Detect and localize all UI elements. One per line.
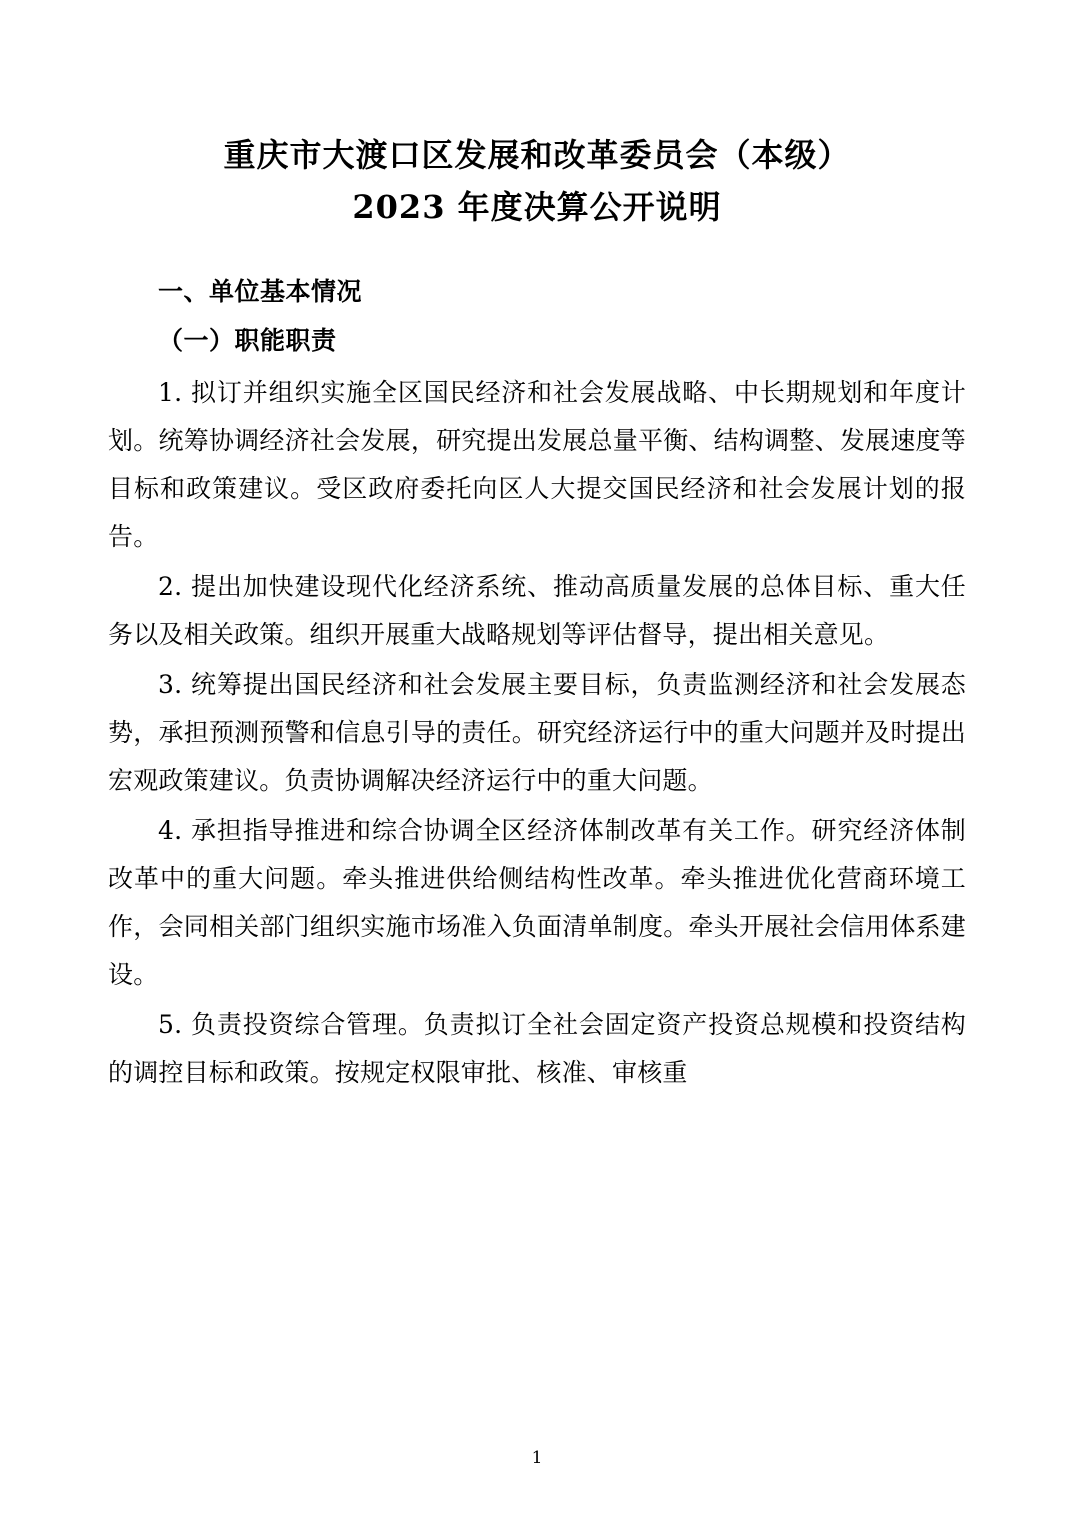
page-number: 1 [531, 1448, 543, 1468]
page-title-line-1: 重庆市大渡口区发展和改革委员会（本级） [223, 136, 851, 174]
paragraph-item-3: 3. 统筹提出国民经济和社会发展主要目标，负责监测经济和社会发展态势，承担预测预警和信息引导的责任。研究经济运行中的重大问题并及时提出宏观政策建议。负责协调解决经济运行中的重大问题。 [108, 669, 966, 795]
paragraph-item-4: 4. 承担指导推进和综合协调全区经济体制改革有关工作。研究经济体制改革中的重大问题。牵头推进供给侧结构性改革。牵头推进优化营商环境工作，会同相关部门组织实施市场准入负面清单制度。牵头开展社会信用体系建设。 [108, 815, 966, 989]
page-title [108, 130, 966, 234]
paragraph-item-5: 5. 负责投资综合管理。负责拟订全社会固定资产投资总规模和投资结构的调控目标和政策。按规定权限审批、核准、审核重 [108, 1009, 966, 1087]
subsection-heading-duties: （一）职能职责 [158, 326, 337, 356]
section-heading-basic-info: 一、单位基本情况 [158, 276, 363, 306]
page-title-line-2: 2023 年度决算公开说明 [352, 187, 722, 226]
paragraph-item-1: 1. 拟订并组织实施全区国民经济和社会发展战略、中长期规划和年度计划。统筹协调经济社会发展，研究提出发展总量平衡、结构调整、发展速度等目标和政策建议。受区政府委托向区人大提交国民经济和社会发展计划的报告。 [108, 377, 966, 551]
paragraph-item-2: 2. 提出加快建设现代化经济系统、推动高质量发展的总体目标、重大任务以及相关政策。组织开展重大战略规划等评估督导，提出相关意见。 [108, 571, 966, 649]
